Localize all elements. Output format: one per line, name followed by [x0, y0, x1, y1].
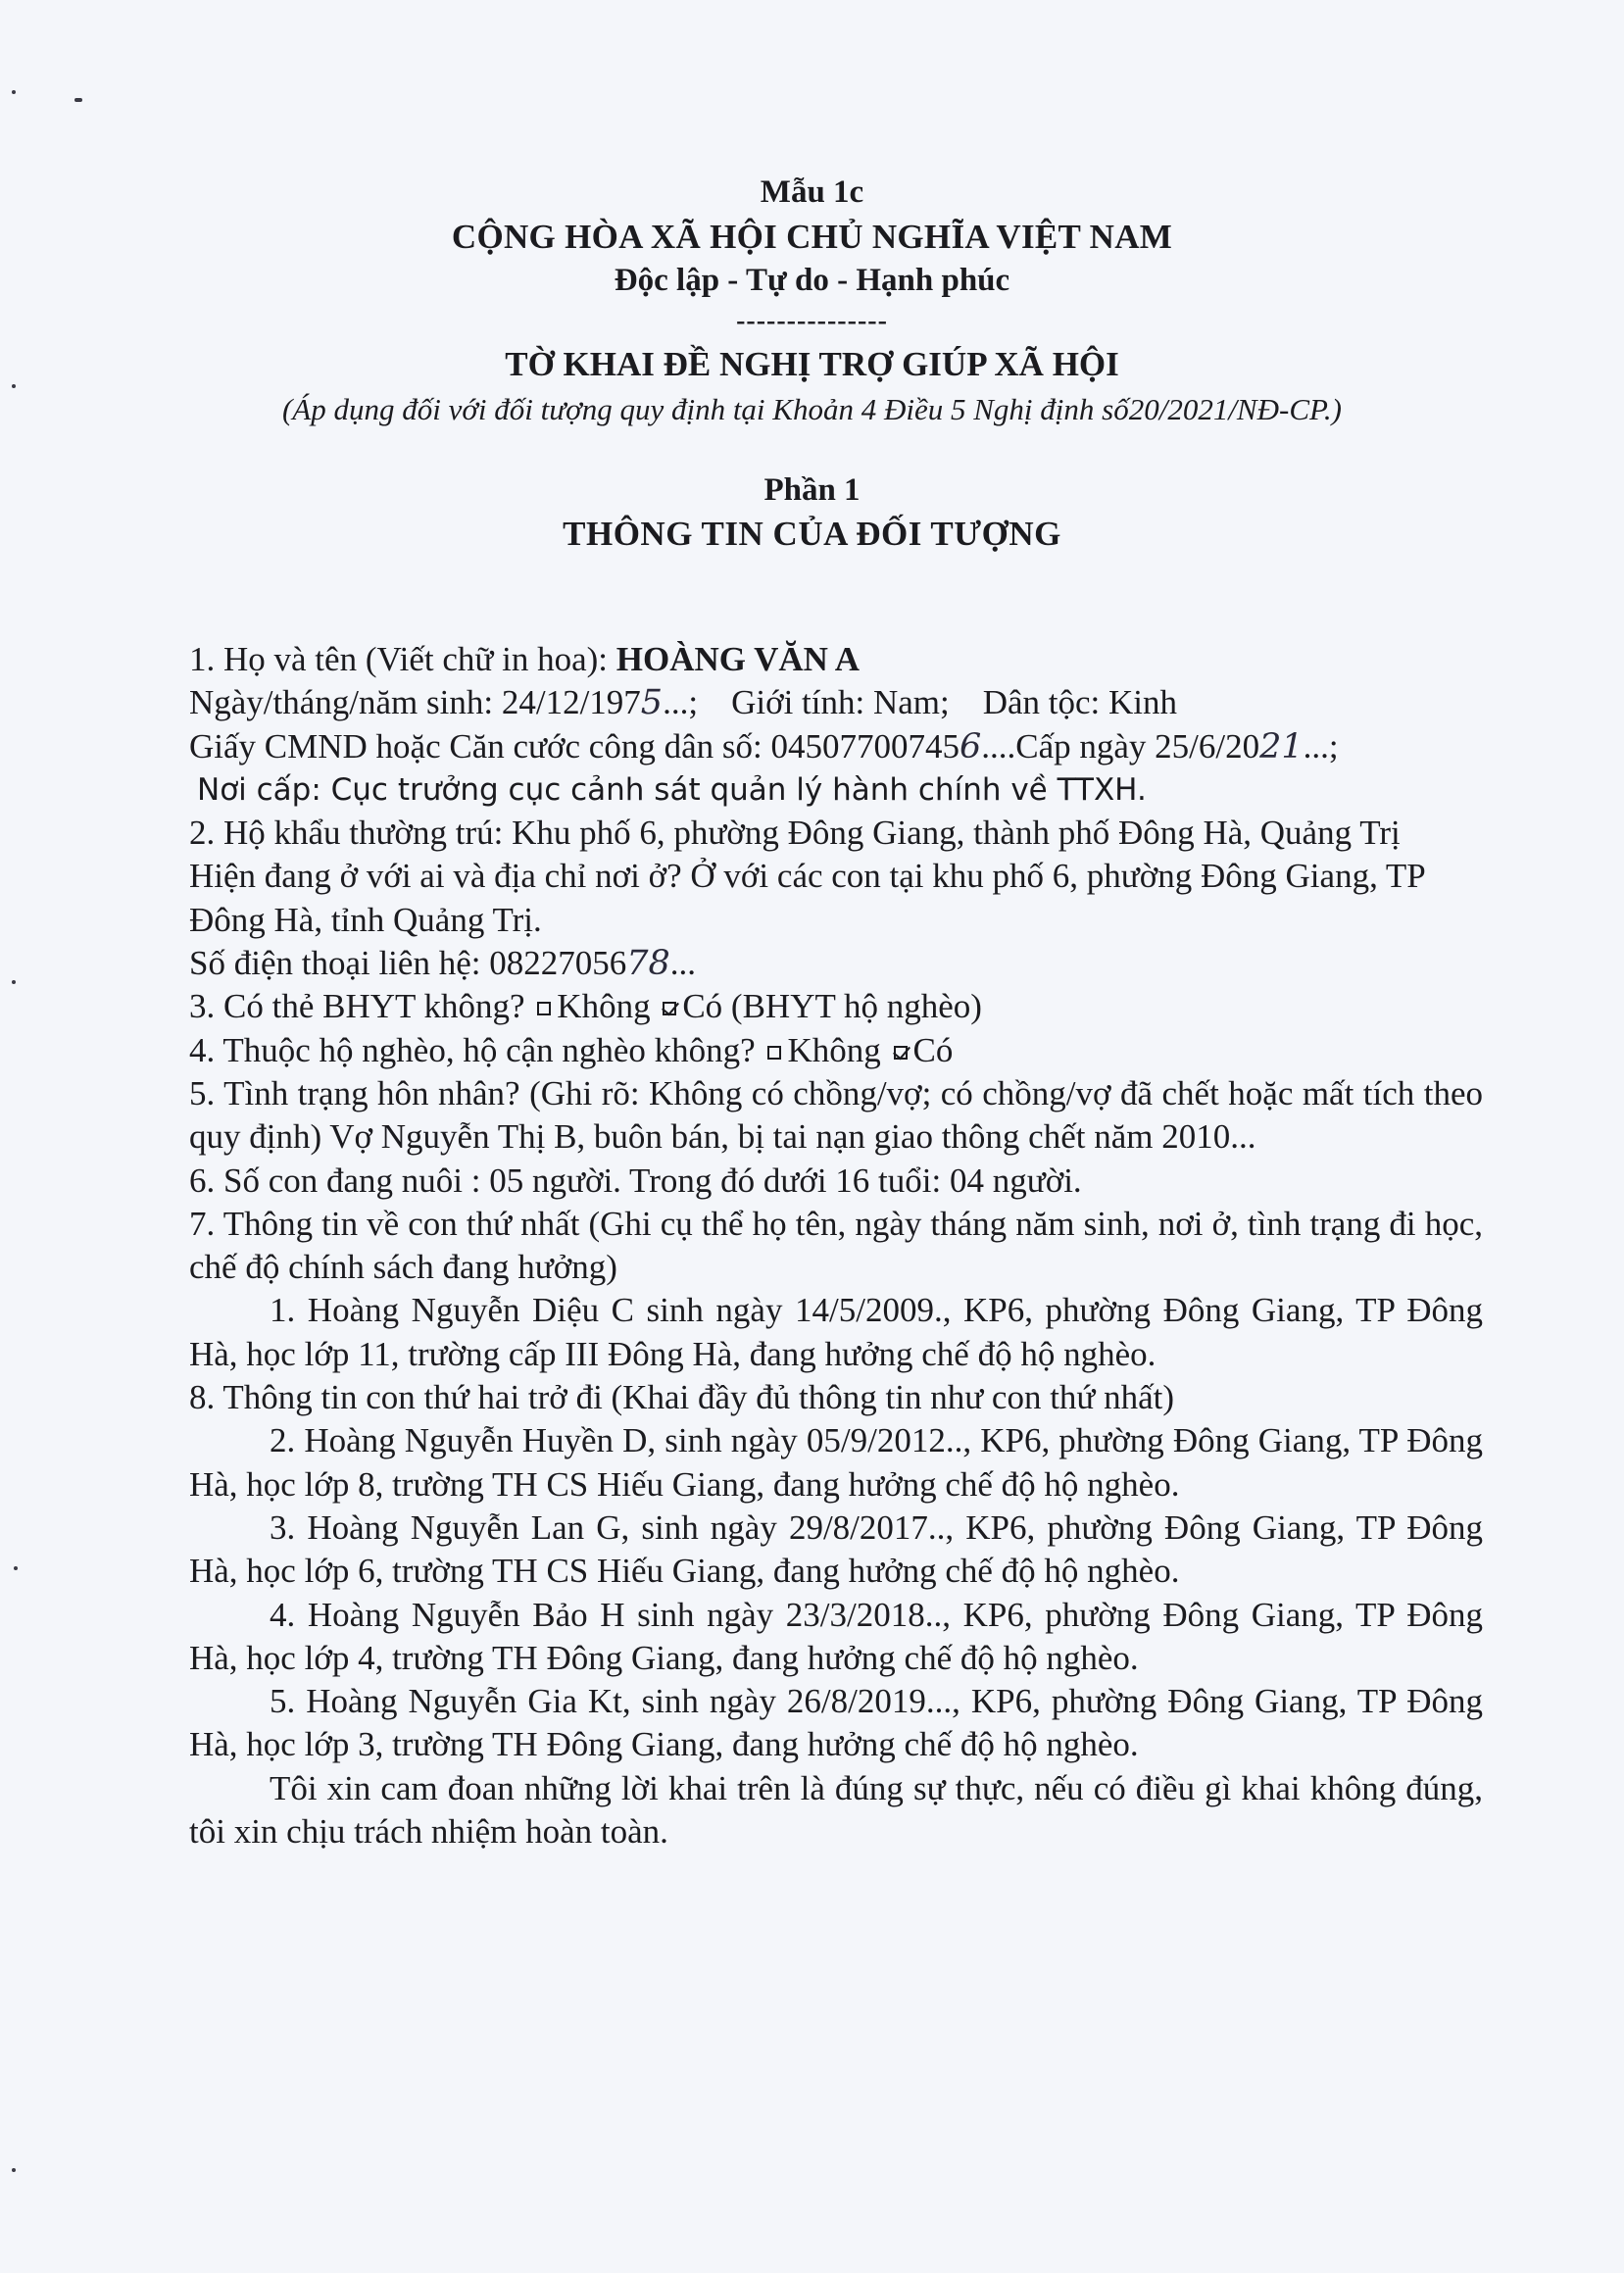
poor-question: 4. Thuộc hộ nghèo, hộ cận nghèo không?	[189, 1030, 756, 1069]
name-line	[189, 638, 1483, 681]
poor-household-line	[189, 1029, 1483, 1072]
dob-handwritten: 5	[640, 683, 664, 723]
phone-tail: ...	[669, 944, 696, 983]
gender: Giới tính: Nam;	[731, 683, 950, 722]
id-tail: ...;	[1303, 726, 1339, 766]
bhyt-question: 3. Có thẻ BHYT không?	[189, 987, 525, 1026]
issued-by: Nơi cấp: Cục trưởng cục cảnh sát quản lý hành chính về TTXH.	[197, 771, 1147, 808]
id-year-handwritten: 21	[1259, 726, 1304, 766]
poor-yes-label: Có	[912, 1030, 954, 1069]
name-value: HOÀNG VĂN A	[615, 640, 861, 678]
child-entry-4: 4. Hoàng Nguyễn Bảo H sinh ngày 23/3/2018.., KP6, phường Đông Giang, TP Đông Hà, học lớp 4, trường TH Đông Giang, đang hưởng chế độ hộ nghèo.	[189, 1595, 1483, 1677]
scan-speck	[12, 90, 16, 94]
dob-line	[189, 681, 1483, 724]
bhyt-yes-checkbox[interactable]	[663, 1002, 676, 1015]
scan-speck	[12, 980, 16, 984]
name-label: 1. Họ và tên (Viết chữ in hoa):	[189, 640, 609, 678]
dob-label: Ngày/tháng/năm sinh: 24/12/197	[189, 683, 641, 722]
form-code: Mẫu 1c	[760, 174, 864, 210]
declaration: Tôi xin cam đoan những lời khai trên là đúng sự thực, nếu có điều gì khai không đúng, tôi xin chịu trách nhiệm hoàn toàn.	[189, 1768, 1483, 1852]
living-with: Hiện đang ở với ai và địa chỉ nơi ở? Ở với các con tại khu phố 6, phường Đông Giang, TP Đông Hà, tỉnh Quảng Trị.	[189, 857, 1425, 939]
scan-speck	[14, 1566, 18, 1570]
child-entry-1: 1. Hoàng Nguyễn Diệu C sinh ngày 14/5/2009., KP6, phường Đông Giang, TP Đông Hà, học lớp 11, trường cấp III Đông Hà, đang hưởng chế độ hộ nghèo.	[189, 1291, 1483, 1373]
poor-yes-checkbox[interactable]	[894, 1046, 908, 1060]
child-entry-3: 3. Hoàng Nguyễn Lan G, sinh ngày 29/8/2017.., KP6, phường Đông Giang, TP Đông Hà, học lớp 6, trường TH CS Hiếu Giang, đang hưởng chế độ hộ nghèo.	[189, 1507, 1483, 1591]
children-count: 6. Số con đang nuôi : 05 người. Trong đó dưới 16 tuổi: 04 người.	[189, 1161, 1082, 1200]
scan-speck	[74, 98, 82, 102]
poor-no-checkbox[interactable]	[767, 1046, 781, 1060]
id-line	[189, 725, 1483, 768]
national-motto: Độc lập - Tự do - Hạnh phúc	[614, 263, 1010, 298]
phone-line	[189, 942, 1483, 985]
dob-tail: ...;	[663, 683, 699, 722]
part-title: THÔNG TIN CỦA ĐỐI TƯỢNG	[563, 515, 1061, 553]
phone-label: Số điện thoại liên hệ: 08227056	[189, 944, 627, 983]
part-number: Phần 1	[763, 472, 861, 508]
form-body	[189, 638, 1483, 1853]
ethnicity: Dân tộc: Kinh	[982, 683, 1178, 722]
bhyt-no-label: Không	[557, 987, 651, 1026]
header-divider: ---------------	[736, 306, 888, 336]
scan-speck	[12, 384, 16, 388]
id-handwritten: 6	[959, 726, 982, 766]
bhyt-yes-label: Có (BHYT hộ nghèo)	[682, 987, 982, 1026]
id-label: Giấy CMND hoặc Căn cước công dân số: 04507700745	[189, 726, 960, 766]
bhyt-line	[189, 985, 1483, 1028]
id-issue-date: ....Cấp ngày 25/6/20	[981, 726, 1260, 766]
country-name: CỘNG HÒA XÃ HỘI CHỦ NGHĨA VIỆT NAM	[451, 218, 1173, 256]
form-title: TỜ KHAI ĐỀ NGHỊ TRỢ GIÚP XÃ HỘI	[505, 345, 1119, 383]
phone-handwritten: 78	[626, 944, 670, 984]
other-children-label: 8. Thông tin con thứ hai trở đi (Khai đầy đủ thông tin như con thứ nhất)	[189, 1378, 1175, 1417]
first-child-label: 7. Thông tin về con thứ nhất (Ghi cụ thể họ tên, ngày tháng năm sinh, nơi ở, tình trạng đi học, chế độ chính sách đang hưởng)	[189, 1204, 1483, 1287]
residence: 2. Hộ khẩu thường trú: Khu phố 6, phường Đông Giang, thành phố Đông Hà, Quảng Trị	[189, 814, 1401, 853]
poor-no-label: Không	[787, 1030, 881, 1069]
marital-status: 5. Tình trạng hôn nhân? (Ghi rõ: Không có chồng/vợ; có chồng/vợ đã chết hoặc mất tích theo quy định) Vợ Nguyễn Thị B, buôn bán, bị tai nạn giao thông chết năm 2010...	[189, 1073, 1483, 1157]
form-subtitle: (Áp dụng đối với đối tượng quy định tại Khoản 4 Điều 5 Nghị định số20/2021/NĐ-CP.)	[281, 392, 1343, 426]
child-entry-2: 2. Hoàng Nguyễn Huyền D, sinh ngày 05/9/2012.., KP6, phường Đông Giang, TP Đông Hà, học lớp 8, trường TH CS Hiếu Giang, đang hưởng chế độ hộ nghèo.	[189, 1421, 1483, 1504]
scan-speck	[12, 2168, 16, 2172]
child-entry-5: 5. Hoàng Nguyễn Gia Kt, sinh ngày 26/8/2019..., KP6, phường Đông Giang, TP Đông Hà, học lớp 3, trường TH Đông Giang, đang hưởng chế độ hộ nghèo.	[189, 1682, 1483, 1764]
bhyt-no-checkbox[interactable]	[537, 1002, 551, 1015]
